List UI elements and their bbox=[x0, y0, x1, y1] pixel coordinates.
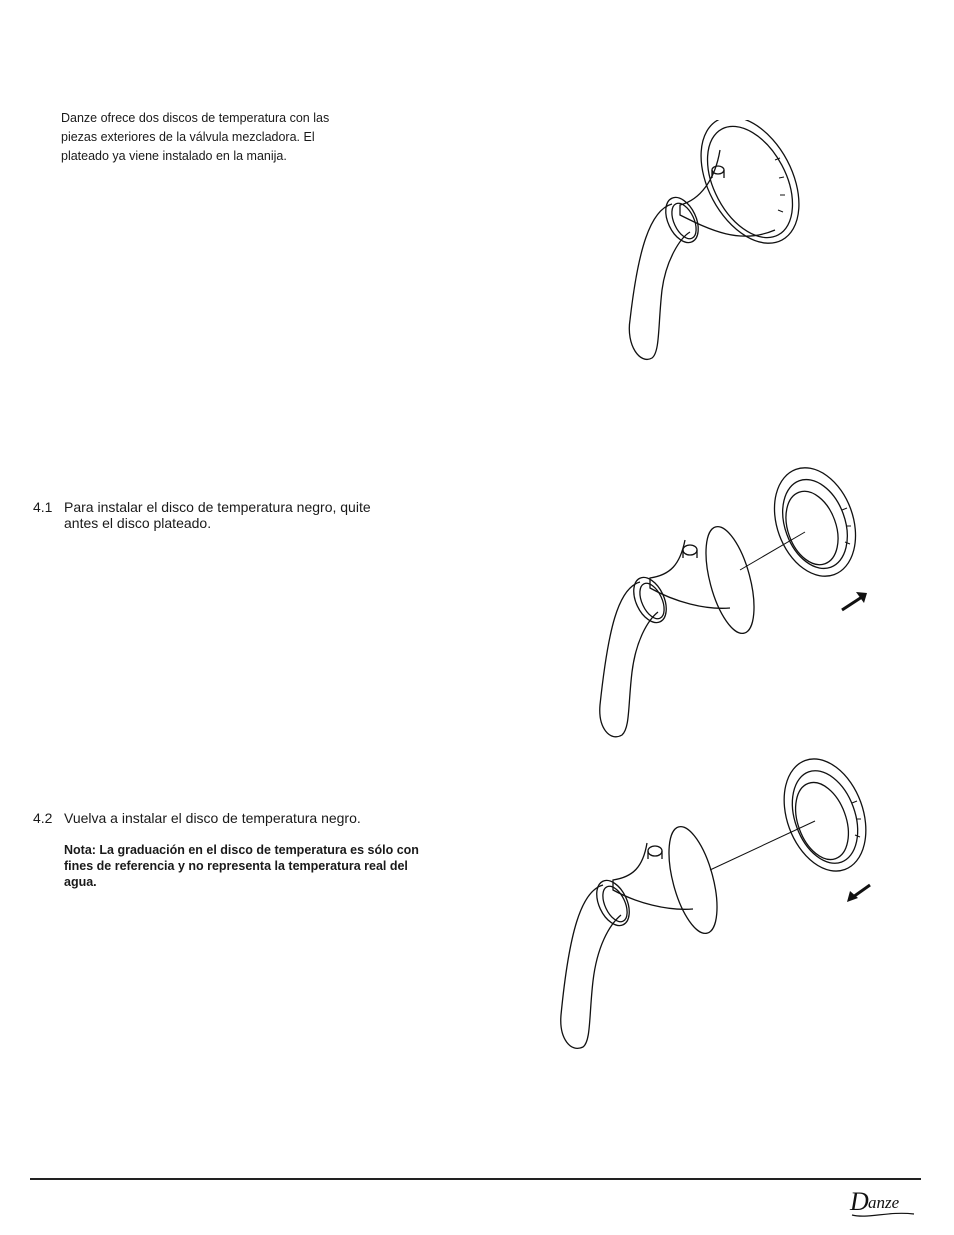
intro-text: Danze ofrece dos discos de temperatura con las piezas exteriores de la válvula mezcladora. El plateado ya viene instalado en la manija. bbox=[61, 111, 330, 163]
svg-text:anze: anze bbox=[868, 1193, 900, 1212]
step-text: Para instalar el disco de temperatura negro, quite antes el disco plateado. bbox=[64, 499, 371, 531]
svg-text:D: D bbox=[850, 1187, 869, 1216]
valve-illustration-remove-dial bbox=[580, 460, 880, 750]
intro-paragraph bbox=[61, 109, 361, 166]
note-text: Nota: La graduación en el disco de temperatura es sólo con fines de referencia y no representa la temperatura real del agua. bbox=[64, 843, 419, 889]
valve-illustration-install-dial bbox=[545, 745, 875, 1065]
step-number: 4.1 bbox=[33, 499, 53, 515]
step-number: 4.2 bbox=[33, 810, 53, 826]
valve-illustration-installed bbox=[600, 120, 800, 370]
danze-logo bbox=[848, 1186, 918, 1222]
footer-divider bbox=[30, 1178, 921, 1180]
step-text: Vuelva a instalar el disco de temperatura negro. bbox=[64, 810, 361, 826]
